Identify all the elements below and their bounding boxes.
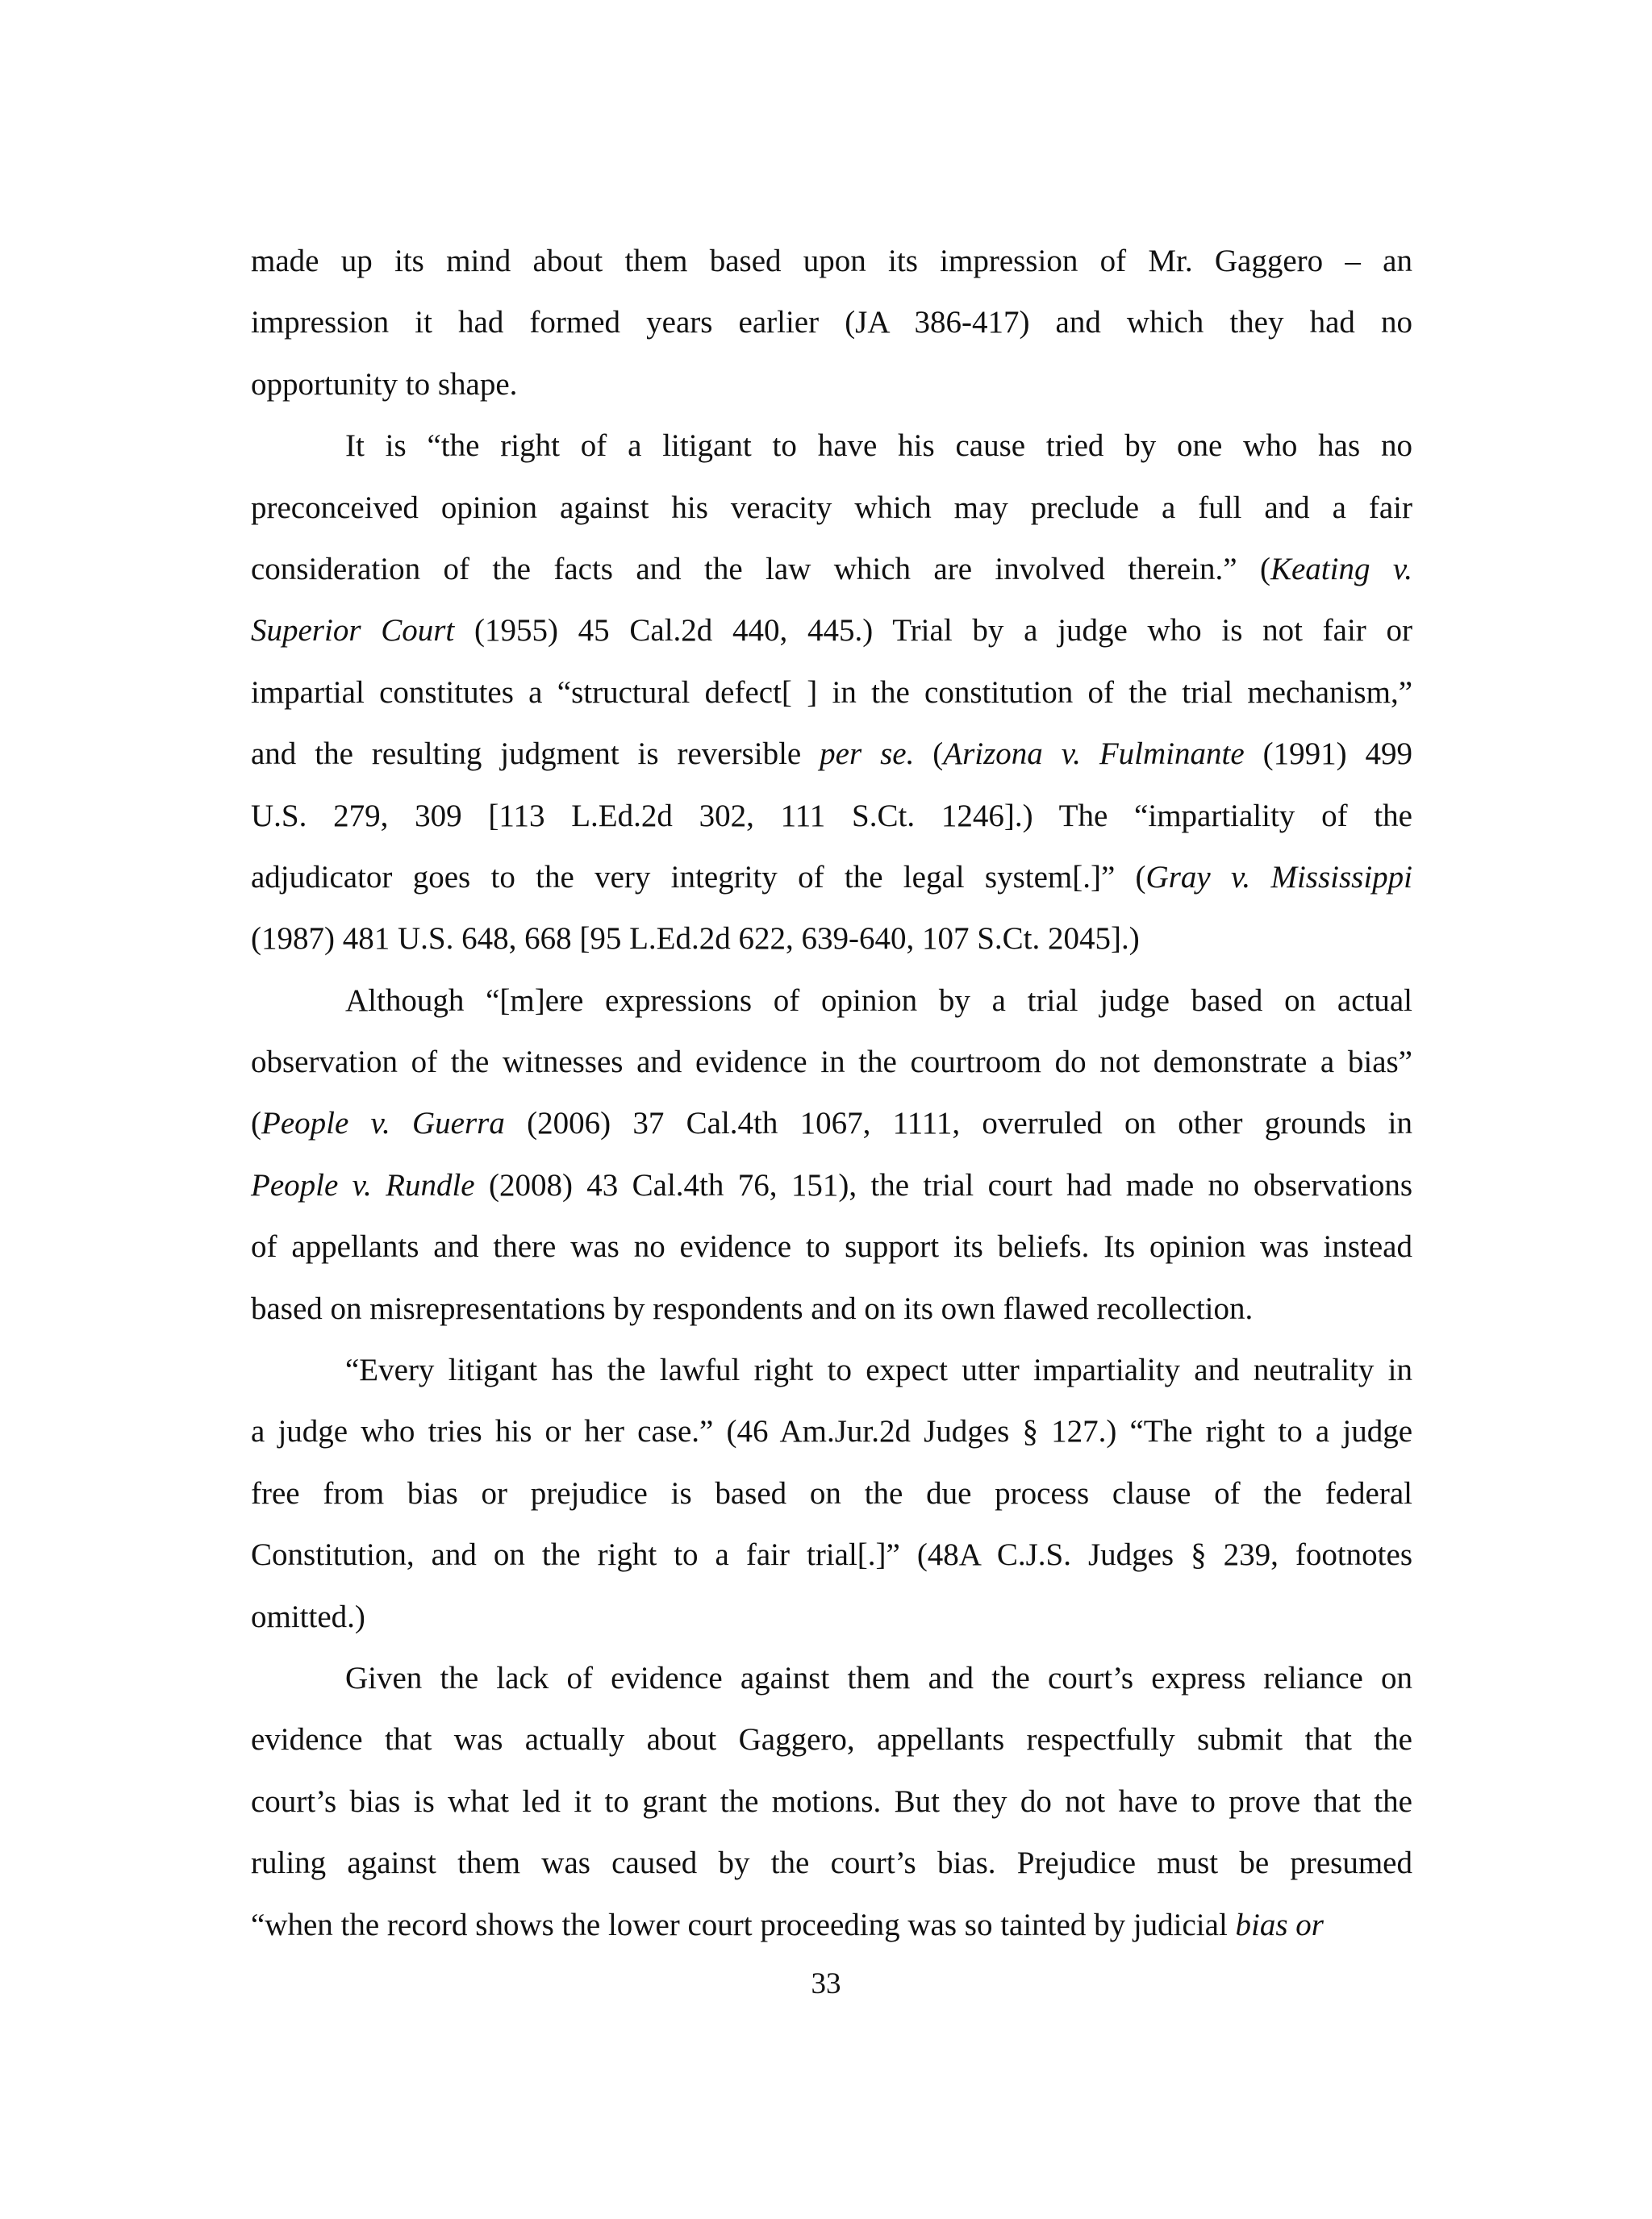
text-line — [251, 1648, 1412, 1709]
text-segment: made up its mind about them based upon its impression of Mr. Gaggero – an — [251, 244, 1412, 278]
text-segment: (2008) 43 Cal.4th 76, 151), the trial court had made no observations — [474, 1167, 1413, 1203]
text-line — [251, 1401, 1412, 1462]
text-line — [251, 1587, 1412, 1648]
text-line — [251, 970, 1412, 1032]
text-segment: Although “[m]ere expressions of opinion by a trial judge based on actual — [345, 982, 1412, 1018]
text-segment: preconceived opinion against his veracity which may preclude a full and a fair — [251, 490, 1412, 525]
text-line — [251, 724, 1412, 785]
text-segment: consideration of the facts and the law which are involved therein.” ( — [251, 551, 1270, 586]
text-line — [251, 908, 1412, 970]
text-line — [251, 1463, 1412, 1525]
citation-italic: Superior Court — [251, 613, 455, 649]
citation-italic: per se. — [820, 736, 915, 772]
text-line — [251, 539, 1412, 600]
text-line — [251, 1771, 1412, 1833]
text-segment: court’s bias is what led it to grant the motions. But they do not have to prove that the — [251, 1783, 1412, 1819]
citation-italic: bias or — [1235, 1907, 1324, 1942]
text-line — [251, 1093, 1412, 1154]
text-segment: Constitution, and on the right to a fair trial[.]” (48A C.J.S. Judges § 239, footnotes — [251, 1537, 1412, 1573]
text-line — [251, 662, 1412, 724]
text-segment: and the resulting judgment is reversible — [251, 736, 820, 772]
text-line — [251, 847, 1412, 908]
text-segment: adjudicator goes to the very integrity of the legal system[.]” ( — [251, 859, 1146, 895]
text-line — [251, 1278, 1412, 1340]
text-line — [251, 1833, 1412, 1894]
citation-italic: Gray v. Mississippi — [1145, 859, 1412, 895]
text-segment: of appellants and there was no evidence to support its beliefs. Its opinion was instead — [251, 1229, 1412, 1265]
text-segment: a judge who tries his or her case.” (46 Am.Jur.2d Judges § 127.) “The right to a judge — [251, 1414, 1412, 1449]
text-line — [251, 1155, 1412, 1216]
text-segment: ( — [914, 736, 944, 772]
page-number: 33 — [811, 1967, 841, 2000]
text-line — [251, 1525, 1412, 1586]
citation-italic: Keating v. — [1270, 551, 1413, 586]
text-segment: ( — [251, 1106, 261, 1141]
text-segment: evidence that was actually about Gaggero, appellants respectfully submit that the — [251, 1722, 1412, 1758]
text-segment: (1987) 481 U.S. 648, 668 [95 L.Ed.2d 622, 639-640, 107 S.Ct. 2045].) — [251, 921, 1140, 957]
text-line — [251, 1709, 1412, 1771]
text-segment: impartial constitutes a “structural defect[ ] in the constitution of the trial mechanism,” — [251, 674, 1412, 710]
text-line — [251, 600, 1412, 661]
text-segment: free from bias or prejudice is based on the due process clause of the federal — [251, 1475, 1412, 1511]
text-segment: ruling against them was caused by the court’s bias. Prejudice must be presumed — [251, 1846, 1412, 1881]
text-line — [251, 1340, 1412, 1401]
text-line — [251, 786, 1412, 847]
text-segment: “when the record shows the lower court proceeding was so tainted by judicial — [251, 1907, 1236, 1942]
text-segment: omitted.) — [251, 1599, 365, 1634]
text-line — [251, 1032, 1412, 1093]
text-line — [251, 354, 1412, 415]
body-text — [251, 231, 1412, 1956]
text-segment: impression it had formed years earlier (JA 386-417) and which they had no — [251, 305, 1412, 340]
text-line — [251, 292, 1412, 353]
citation-italic: People v. Guerra — [261, 1106, 505, 1141]
text-line — [251, 231, 1412, 292]
text-segment: (1991) 499 — [1244, 736, 1412, 772]
text-segment: It is “the right of a litigant to have his cause tried by one who has no — [345, 428, 1412, 464]
citation-italic: Arizona v. Fulminante — [943, 736, 1245, 772]
text-line — [251, 1216, 1412, 1278]
citation-italic: People v. Rundle — [251, 1167, 475, 1203]
text-line — [251, 478, 1412, 539]
text-line — [251, 415, 1412, 477]
text-line — [251, 1895, 1412, 1956]
text-segment: opportunity to shape. — [251, 366, 518, 402]
text-segment: Given the lack of evidence against them and the court’s express reliance on — [345, 1660, 1412, 1696]
text-segment: U.S. 279, 309 [113 L.Ed.2d 302, 111 S.Ct. 1246].) The “impartiality of the — [251, 798, 1412, 833]
text-segment: (1955) 45 Cal.2d 440, 445.) Trial by a judge who is not fair or — [454, 613, 1412, 649]
text-segment: based on misrepresentations by respondents and on its own flawed recollection. — [251, 1291, 1254, 1326]
text-segment: “Every litigant has the lawful right to expect utter impartiality and neutrality in — [345, 1353, 1412, 1388]
text-segment: (2006) 37 Cal.4th 1067, 1111, overruled on other grounds in — [504, 1106, 1412, 1141]
text-segment: observation of the witnesses and evidence in the courtroom do not demonstrate a bias” — [251, 1045, 1412, 1080]
